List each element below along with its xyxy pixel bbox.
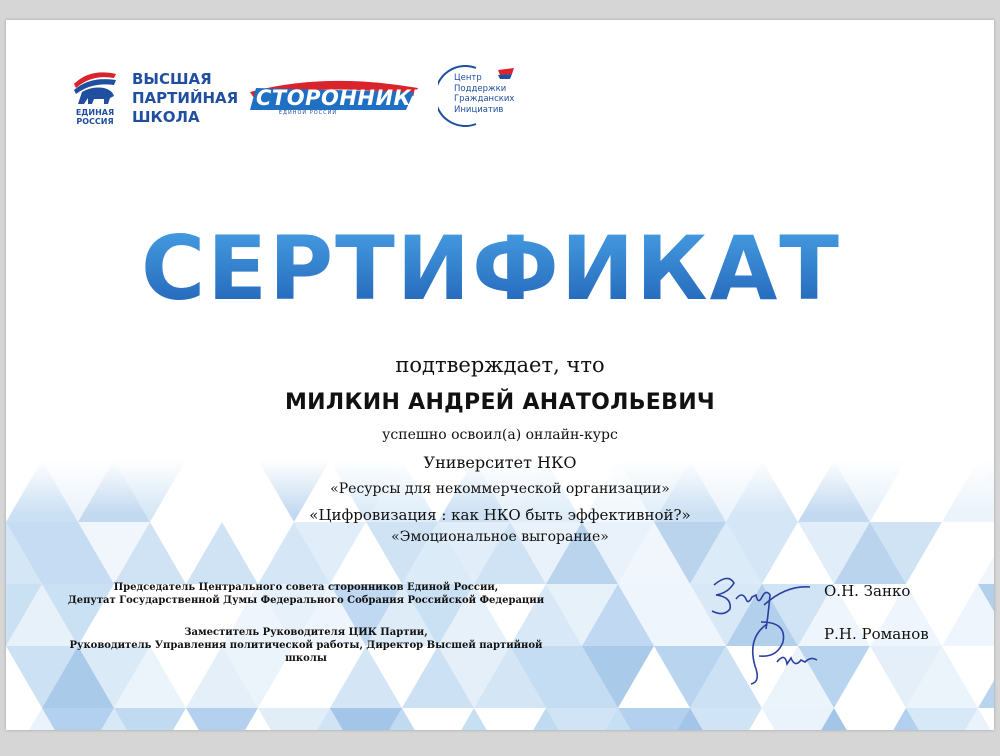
cpgi-line-1: Центр bbox=[454, 73, 482, 83]
confirms-text: подтверждает, что bbox=[395, 353, 605, 377]
signature-2-handwritten bbox=[741, 618, 821, 688]
certificate-sheet bbox=[6, 20, 994, 730]
storonniki-logo-subtitle: ЕДИНОЙ РОССИИ bbox=[278, 110, 338, 116]
completion-text: успешно освоил(а) онлайн-курс bbox=[382, 427, 618, 443]
course-title-2: «Цифровизация : как НКО быть эффективной?» bbox=[309, 506, 691, 524]
signatory-2-position-line: Руководитель Управления политической работы, Директор Высшей партийной bbox=[69, 640, 543, 651]
cpgi-line-2: Поддержки bbox=[454, 83, 507, 94]
vps-line-1: ВЫСШАЯ bbox=[132, 70, 212, 88]
vps-logo-title bbox=[132, 70, 238, 127]
certificate-title-text: СЕРТИФИКАТ bbox=[141, 217, 841, 315]
certificate-title bbox=[126, 215, 856, 315]
cpgi-line-3: Гражданских bbox=[454, 94, 515, 104]
signatory-1-position bbox=[46, 581, 566, 607]
signatory-1-name: О.Н. Занко bbox=[824, 582, 911, 600]
signatory-2-name: Р.Н. Романов bbox=[824, 625, 929, 643]
cpgi-logo-text bbox=[454, 73, 534, 115]
course-title-1: «Ресурсы для некоммерческой организации» bbox=[330, 481, 670, 497]
signatory-2-position-line: школы bbox=[285, 653, 327, 664]
course-title-3: «Эмоциональное выгорание» bbox=[391, 529, 609, 545]
recipient-name: МИЛКИН АНДРЕЙ АНАТОЛЬЕВИЧ bbox=[284, 390, 715, 415]
signatory-1-position-line: Депутат Государственной Думы Федерального Собрания Российской Федерации bbox=[67, 595, 545, 606]
signatory-2-position bbox=[46, 626, 566, 665]
vps-line-3: ШКОЛА bbox=[132, 108, 200, 126]
signatory-1-position-line: Председатель Центрального совета сторонников Единой России, bbox=[113, 582, 499, 593]
edinaya-rossiya-bear-icon bbox=[70, 64, 120, 108]
vps-line-2: ПАРТИЙНАЯ bbox=[132, 89, 239, 107]
cpgi-line-4: Инициатив bbox=[454, 104, 504, 115]
edinaya-rossiya-label: ЕДИНАЯ РОССИЯ bbox=[75, 108, 115, 126]
signatory-2-position-line: Заместитель Руководителя ЦИК Партии, bbox=[184, 627, 428, 638]
storonniki-logo-text: СТОРОННИКИ bbox=[256, 86, 430, 110]
course-provider: Университет НКО bbox=[423, 453, 577, 472]
